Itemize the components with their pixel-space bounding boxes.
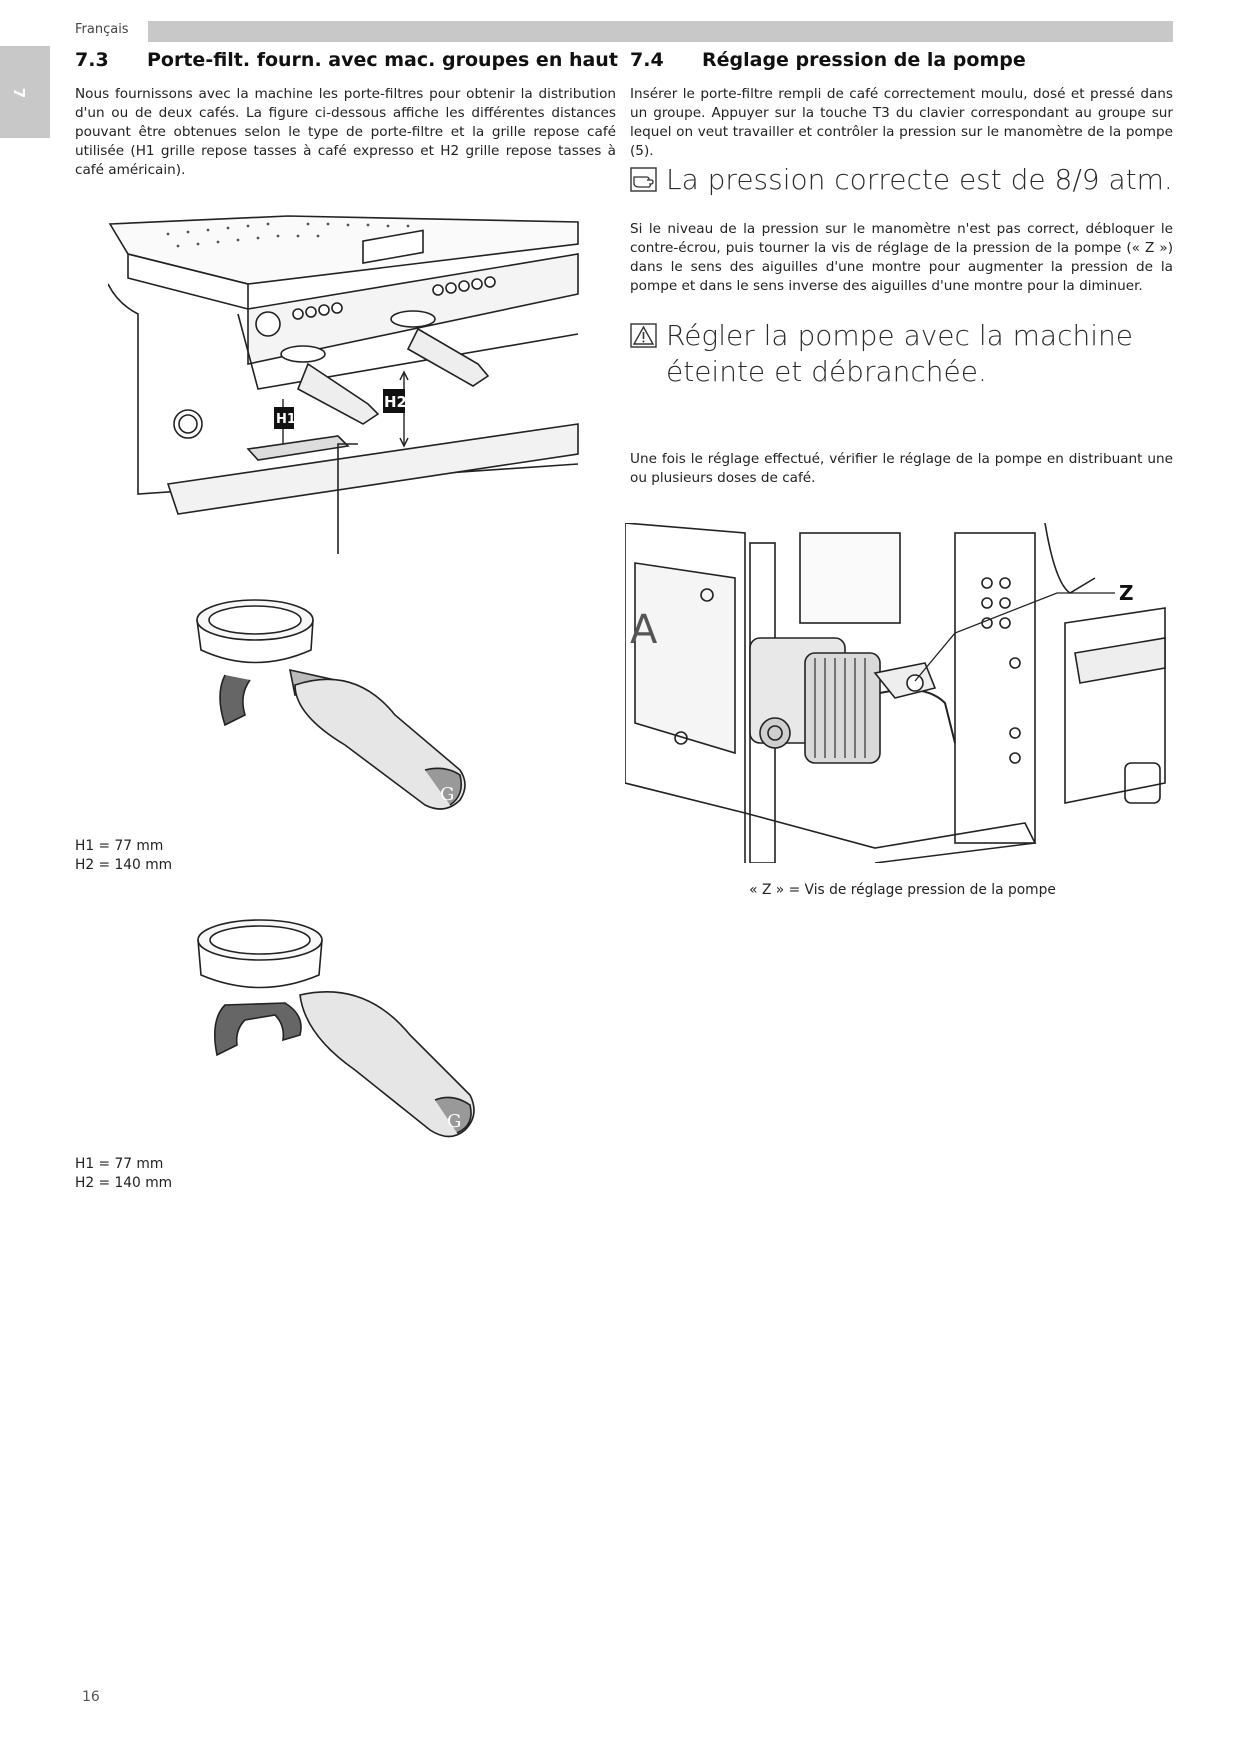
- section-7-4-title: [630, 49, 1026, 71]
- svg-text:G: G: [440, 784, 455, 805]
- z-figure-label: Z: [1119, 581, 1134, 605]
- page-number: 16: [82, 1689, 100, 1705]
- section-number: 7.4: [630, 49, 664, 71]
- chapter-number: 7: [10, 87, 29, 99]
- pressure-note: [630, 162, 1175, 198]
- pump-adjustment-figure: [625, 523, 1175, 863]
- language-label: Français: [75, 22, 129, 37]
- portafilter-single-figure: [195, 595, 485, 830]
- section-7-4-paragraph-3: Une fois le réglage effectué, vérifier le réglage de la pompe en distribuant une ou plusieurs doses de café.: [630, 451, 1173, 486]
- h2-measurement: H2 = 140 mm: [75, 857, 173, 873]
- pointing-hand-icon: [630, 167, 657, 192]
- machine-groups-figure: [108, 214, 583, 554]
- chapter-tab: [0, 46, 50, 138]
- h1-measurement: H1 = 77 mm: [75, 838, 164, 854]
- svg-text:G: G: [447, 1111, 462, 1132]
- section-7-4-paragraph-2: Si le niveau de la pression sur le manomètre n'est pas correct, débloquer le contre-écrou, puis tourner la vis de réglage de la pression de la pompe (« Z ») dans le sens des aiguilles d'une montre pour augmenter la pression de la pompe et dans le sens inverse des aiguilles d'une montre pour la diminuer.: [630, 221, 1173, 294]
- h1-measurement: H1 = 77 mm: [75, 1156, 164, 1172]
- section-number: 7.3: [75, 49, 109, 71]
- warning-icon: [630, 323, 657, 348]
- section-7-3-paragraph: Nous fournissons avec la machine les porte-filtres pour obtenir la distribution d'un ou de deux cafés. La figure ci-dessous affiche les différentes distances pouvant être obtenues selon le type de porte-filtre et la grille repose café utilisée (H1 grille repose tasses à café expresso et H2 grille repose tasses à café américain).: [75, 86, 616, 178]
- svg-text:A: A: [630, 607, 658, 653]
- warning-note: [630, 318, 1175, 390]
- h1-figure-label: H1: [276, 412, 296, 427]
- section-title-text: Réglage pression de la pompe: [702, 49, 1026, 71]
- portafilter-double-figure: [195, 915, 495, 1155]
- section-title-text: Porte-filt. fourn. avec mac. groupes en haut: [147, 49, 618, 71]
- pressure-note-text: La pression correcte est de 8/9 atm.: [666, 163, 1173, 196]
- warning-note-text: Régler la pompe avec la machine éteinte et débranchée.: [666, 319, 1133, 388]
- section-7-4-paragraph-1: Insérer le porte-filtre rempli de café correctement moulu, dosé et pressé dans un groupe. Appuyer sur la touche T3 du clavier correspondant au groupe sur lequel on veut travailler et contrôler la pression sur le manomètre de la pompe (5).: [630, 86, 1173, 159]
- header-bar: [148, 21, 1173, 42]
- h2-measurement: H2 = 140 mm: [75, 1175, 173, 1191]
- section-7-3-title: [75, 49, 618, 71]
- measurement-block-1: [75, 837, 172, 875]
- pump-figure-caption: « Z » = Vis de réglage pression de la pompe: [749, 882, 1056, 898]
- h2-figure-label: H2: [384, 393, 407, 411]
- measurement-block-2: [75, 1155, 172, 1193]
